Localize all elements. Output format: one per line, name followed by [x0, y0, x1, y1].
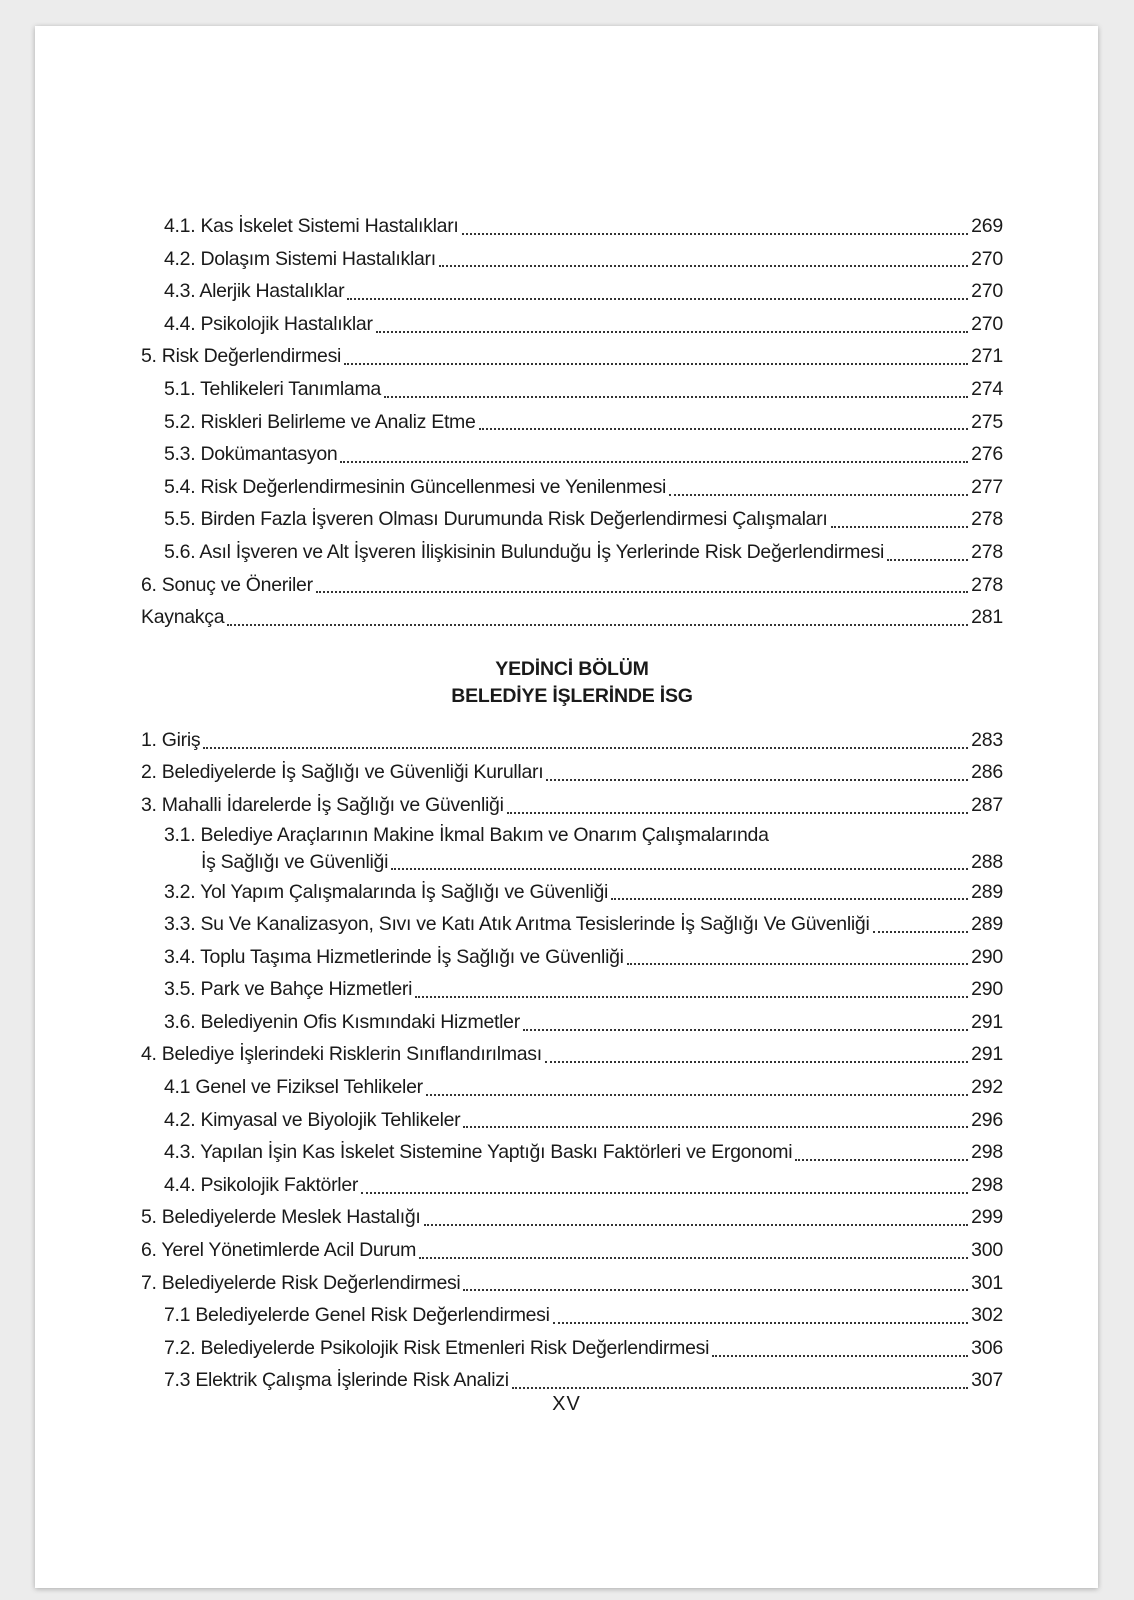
toc-entry-page: 270 [971, 312, 1003, 335]
toc-entry-title: 5. Risk Değerlendirmesi [141, 345, 342, 368]
dot-leader [507, 811, 968, 814]
toc-entry-title: 1. Giriş [141, 728, 201, 751]
toc-entry-title: 6. Sonuç ve Öneriler [141, 573, 313, 596]
toc-entry-title: 4.1. Kas İskelet Sistemi Hastalıkları [164, 215, 459, 237]
toc-entry [141, 406, 1003, 439]
toc-entry-title: 4.1 Genel ve Fiziksel Tehlikeler [164, 1076, 423, 1099]
toc-entry-title: 7.2. Belediyelerde Psikolojik Risk Etmenleri Risk Değerlendirmesi [164, 1336, 710, 1359]
toc-entry [141, 438, 1003, 471]
toc-entry-title: 3.2. Yol Yapım Çalışmalarında İş Sağlığı ve Güvenliği [164, 880, 609, 903]
dot-leader [424, 1223, 969, 1226]
dot-leader [347, 297, 968, 300]
dot-leader [361, 1191, 968, 1194]
toc-entry-page: 270 [971, 280, 1003, 303]
dot-leader [873, 930, 969, 933]
toc-entry [141, 503, 1003, 536]
toc-entry-page: 289 [971, 880, 1003, 903]
dot-leader [316, 590, 968, 593]
toc-entry-page: 278 [971, 508, 1003, 531]
toc-entry [141, 1136, 1003, 1169]
toc-entry-title: 4.4. Psikolojik Faktörler [164, 1173, 359, 1196]
dot-leader [546, 778, 968, 781]
toc-entry-title: 4.2. Dolaşım Sistemi Hastalıkları [164, 247, 436, 270]
toc-entry [141, 941, 1003, 974]
dot-leader [463, 1288, 968, 1291]
toc-entry-page: 271 [971, 345, 1003, 368]
dot-leader [712, 1354, 968, 1357]
toc-entry-title: 7.3 Elektrik Çalışma İşlerinde Risk Analizi [164, 1369, 509, 1392]
toc-entry-page: 270 [971, 247, 1003, 270]
toc-entry-page: 299 [971, 1206, 1003, 1229]
toc-entry [141, 1332, 1003, 1365]
dot-leader [391, 867, 968, 870]
dot-leader [669, 493, 968, 496]
toc-entry-page: 298 [971, 1173, 1003, 1196]
toc-entry [141, 789, 1003, 822]
toc-entry-title: 5.3. Dokümantasyon [164, 443, 338, 466]
toc-entry [141, 373, 1003, 406]
toc-entry-page: 300 [971, 1239, 1003, 1262]
toc-entry-title: 2. Belediyelerde İş Sağlığı ve Güvenliği Kurulları [141, 761, 544, 784]
toc-entry-page: 291 [971, 1043, 1003, 1066]
toc-entry [141, 1006, 1003, 1039]
toc-entry-page: 275 [971, 410, 1003, 433]
dot-leader [887, 558, 968, 561]
toc-entry [141, 1234, 1003, 1267]
dot-leader [545, 1060, 968, 1063]
toc-entry [141, 822, 1003, 848]
toc-entry-title: 3.4. Toplu Taşıma Hizmetlerinde İş Sağlığı ve Güvenliği [164, 945, 624, 968]
toc-entry-title: 7. Belediyelerde Risk Değerlendirmesi [141, 1271, 461, 1294]
dot-leader [203, 746, 968, 749]
toc-entry-page: 288 [971, 850, 1003, 873]
toc-entry-title: 4.2. Kimyasal ve Biyolojik Tehlikeler [164, 1108, 461, 1131]
toc-entry-page: 269 [971, 215, 1003, 237]
dot-leader [795, 1158, 968, 1161]
toc-entry-page: 277 [971, 475, 1003, 498]
toc-entry [141, 1169, 1003, 1202]
toc-entry-page: 291 [971, 1010, 1003, 1033]
toc-entry-title: 5.6. Asıl İşveren ve Alt İşveren İlişkisinin Bulunduğu İş Yerlerinde Risk Değerlendirmesi [164, 540, 885, 563]
toc-entry [141, 340, 1003, 373]
toc-entry [141, 471, 1003, 504]
toc-entry [141, 243, 1003, 276]
toc-entry-page: 301 [971, 1271, 1003, 1294]
dot-leader [627, 962, 968, 965]
toc-entry [141, 1267, 1003, 1300]
dot-leader [426, 1093, 968, 1096]
toc-entry [141, 1038, 1003, 1071]
toc-entry [141, 1104, 1003, 1137]
dot-leader [340, 460, 968, 463]
toc-entry [141, 724, 1003, 757]
toc-entry-title: 5.1. Tehlikeleri Tanımlama [164, 377, 381, 400]
toc-entry-page: 283 [971, 728, 1003, 751]
toc-entry [141, 601, 1003, 634]
dot-leader [415, 995, 968, 998]
toc-entry-page: 278 [971, 540, 1003, 563]
document-page [35, 26, 1098, 1588]
toc-entry-title: Kaynakça [141, 606, 225, 629]
dot-leader [512, 1386, 968, 1389]
toc-entry-title: 3.5. Park ve Bahçe Hizmetleri [164, 978, 413, 1001]
toc-entry-page: 286 [971, 761, 1003, 784]
toc-entry-page: 287 [971, 793, 1003, 816]
toc-entry-title: 4.3. Alerjik Hastalıklar [164, 280, 345, 303]
toc-entry [141, 1201, 1003, 1234]
dot-leader [419, 1256, 968, 1259]
toc-entry-title: 3.6. Belediyenin Ofis Kısmındaki Hizmetler [164, 1010, 520, 1033]
toc-entry [141, 275, 1003, 308]
dot-leader [463, 1125, 968, 1128]
toc-entry [141, 973, 1003, 1006]
toc-entry-continuation [141, 848, 1003, 876]
toc-entry-page: 296 [971, 1108, 1003, 1131]
toc-entry-title: 3.3. Su Ve Kanalizasyon, Sıvı ve Katı Atık Arıtma Tesislerinde İş Sağlığı Ve Güvenliği [164, 913, 870, 936]
dot-leader [523, 1028, 968, 1031]
toc-entry [141, 1299, 1003, 1332]
dot-leader [384, 395, 968, 398]
toc-entry [141, 210, 1003, 243]
toc-entry-page: 289 [971, 913, 1003, 936]
toc-entry-page: 307 [971, 1369, 1003, 1392]
dot-leader [227, 623, 968, 626]
toc-section-chapter-seven [141, 724, 1003, 1397]
toc-entry-page: 298 [971, 1141, 1003, 1164]
toc-entry-title: 5.2. Riskleri Belirleme ve Analiz Etme [164, 410, 476, 433]
dot-leader [439, 264, 968, 267]
toc-entry-page: 276 [971, 443, 1003, 466]
dot-leader [344, 362, 968, 365]
toc-entry-page: 302 [971, 1304, 1003, 1327]
toc-entry-title: 6. Yerel Yönetimlerde Acil Durum [141, 1239, 417, 1262]
toc-entry [141, 876, 1003, 909]
toc-entry-page: 290 [971, 945, 1003, 968]
chapter-heading [141, 656, 1003, 710]
chapter-number: YEDİNCİ BÖLÜM [495, 657, 649, 680]
toc-entry-title: 4. Belediye İşlerindeki Risklerin Sınıflandırılması [141, 1043, 542, 1066]
chapter-title: BELEDİYE İŞLERİNDE İSG [451, 684, 693, 707]
toc-entry [141, 536, 1003, 569]
toc-section-previous-chapter [141, 210, 1003, 634]
toc-entry-page: 290 [971, 978, 1003, 1001]
toc-entry-title: 3.1. Belediye Araçlarının Makine İkmal Bakım ve Onarım Çalışmalarında [164, 823, 769, 846]
dot-leader [831, 525, 969, 528]
toc-entry [141, 756, 1003, 789]
toc-entry-title: 5.4. Risk Değerlendirmesinin Güncellenmesi ve Yenilenmesi [164, 475, 667, 498]
dot-leader [553, 1321, 968, 1324]
toc-entry-page: 281 [971, 606, 1003, 629]
toc-entry-title-continuation: İş Sağlığı ve Güvenliği [201, 850, 389, 873]
toc-entry-page: 306 [971, 1336, 1003, 1359]
toc-entry [141, 1071, 1003, 1104]
toc-entry-page: 292 [971, 1076, 1003, 1099]
dot-leader [479, 427, 969, 430]
dot-leader [611, 897, 968, 900]
toc-entry [141, 308, 1003, 341]
dot-leader [376, 330, 968, 333]
toc-entry-page: 274 [971, 377, 1003, 400]
dot-leader [462, 232, 969, 235]
toc-entry-title: 4.4. Psikolojik Hastalıklar [164, 312, 373, 335]
toc-entry-title: 3. Mahalli İdarelerde İş Sağlığı ve Güvenliği [141, 793, 504, 816]
toc-entry-title: 5. Belediyelerde Meslek Hastalığı [141, 1206, 421, 1229]
toc-entry [141, 569, 1003, 602]
page-number-folio: XV [552, 1393, 581, 1415]
toc-entry-title: 5.5. Birden Fazla İşveren Olması Durumunda Risk Değerlendirmesi Çalışmaları [164, 508, 828, 531]
toc-entry-title: 4.3. Yapılan İşin Kas İskelet Sistemine Yaptığı Baskı Faktörleri ve Ergonomi [164, 1141, 793, 1164]
toc-entry [141, 908, 1003, 941]
toc-entry-page: 278 [971, 573, 1003, 596]
table-of-contents [141, 210, 1003, 1397]
toc-entry-title: 7.1 Belediyelerde Genel Risk Değerlendirmesi [164, 1304, 550, 1327]
